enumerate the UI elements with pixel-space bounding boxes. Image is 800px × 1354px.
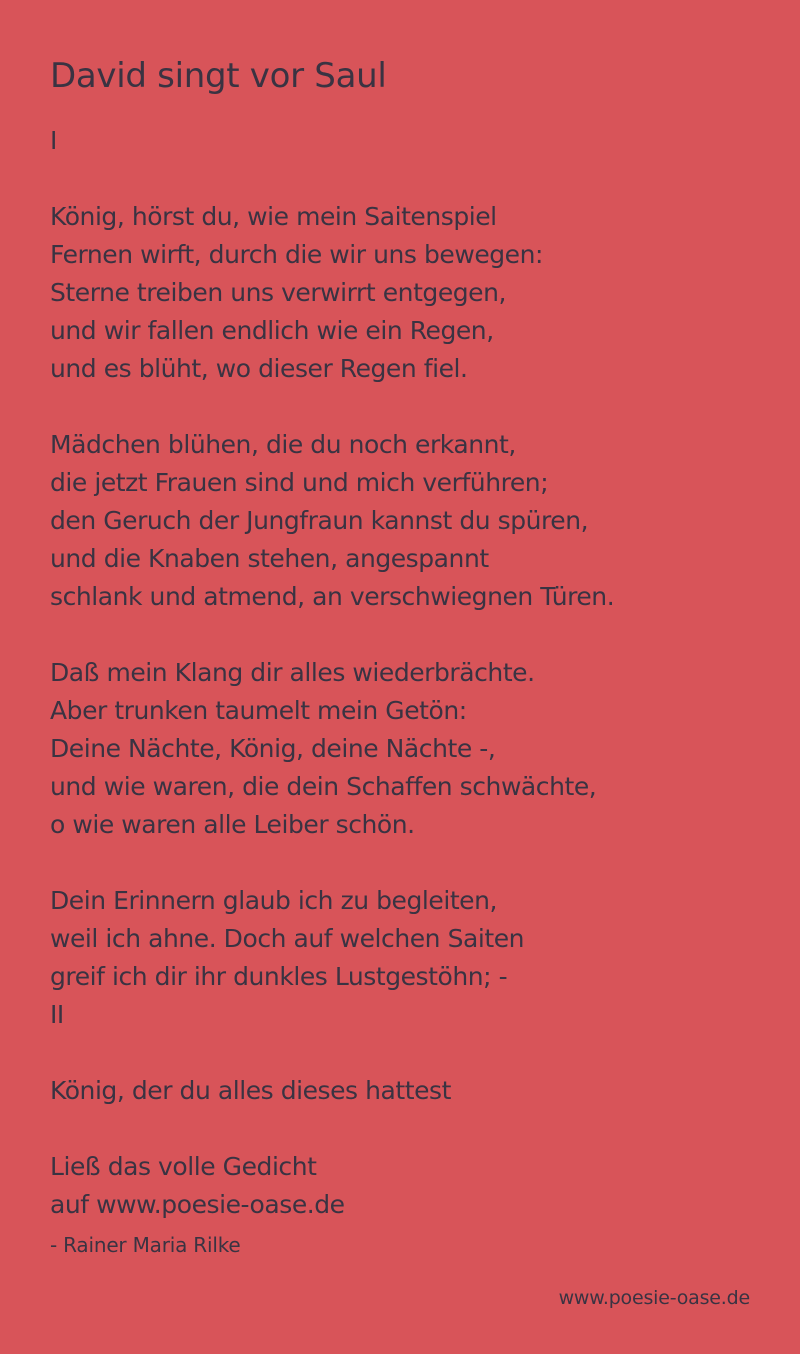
poem-card [50,52,770,1260]
poem-line: König, der du alles dieses hattest [50,1076,451,1105]
poem-line: Daß mein Klang dir alles wiederbrächte. [50,658,535,687]
poem-line: Fernen wirft, durch die wir uns bewegen: [50,240,543,269]
section-number-1: I [50,126,58,155]
poem-line: Aber trunken taumelt mein Getön: [50,696,467,725]
poem-line: Deine Nächte, König, deine Nächte -, [50,734,496,763]
full-poem-note [50,1148,770,1224]
poem-line: König, hörst du, wie mein Saitenspiel [50,202,497,231]
note-line: Ließ das volle Gedicht [50,1152,317,1181]
poem-title: David singt vor Saul [50,56,387,96]
poem-line: und es blüht, wo dieser Regen fiel. [50,354,468,383]
poem-line: Mädchen blühen, die du noch erkannt, [50,430,516,459]
poem-line: weil ich ahne. Doch auf welchen Saiten [50,924,525,953]
poem-line: und wie waren, die dein Schaffen schwächte, [50,772,597,801]
poem-line: greif ich dir ihr dunkles Lustgestöhn; - [50,962,508,991]
section-number-2: II [50,1000,64,1029]
poem-line: Sterne treiben uns verwirrt entgegen, [50,278,507,307]
poem-line: den Geruch der Jungfraun kannst du spüren, [50,506,589,535]
note-link-text: auf www.poesie-oase.de [50,1190,345,1219]
poem-line: die jetzt Frauen sind und mich verführen; [50,468,549,497]
poem-line: Dein Erinnern glaub ich zu begleiten, [50,886,497,915]
stanza-2 [50,426,770,616]
poem-author: - Rainer Maria Rilke [50,1233,241,1257]
poem-line: und wir fallen endlich wie ein Regen, [50,316,494,345]
poem-line: o wie waren alle Leiber schön. [50,810,415,839]
stanza-5 [50,1072,770,1110]
stanza-1 [50,198,770,388]
poem-line: und die Knaben stehen, angespannt [50,544,489,573]
stanza-4 [50,882,770,1034]
stanza-3 [50,654,770,844]
poem-line: schlank und atmend, an verschwiegnen Türen. [50,582,615,611]
footer-website-url: www.poesie-oase.de [558,1287,750,1309]
